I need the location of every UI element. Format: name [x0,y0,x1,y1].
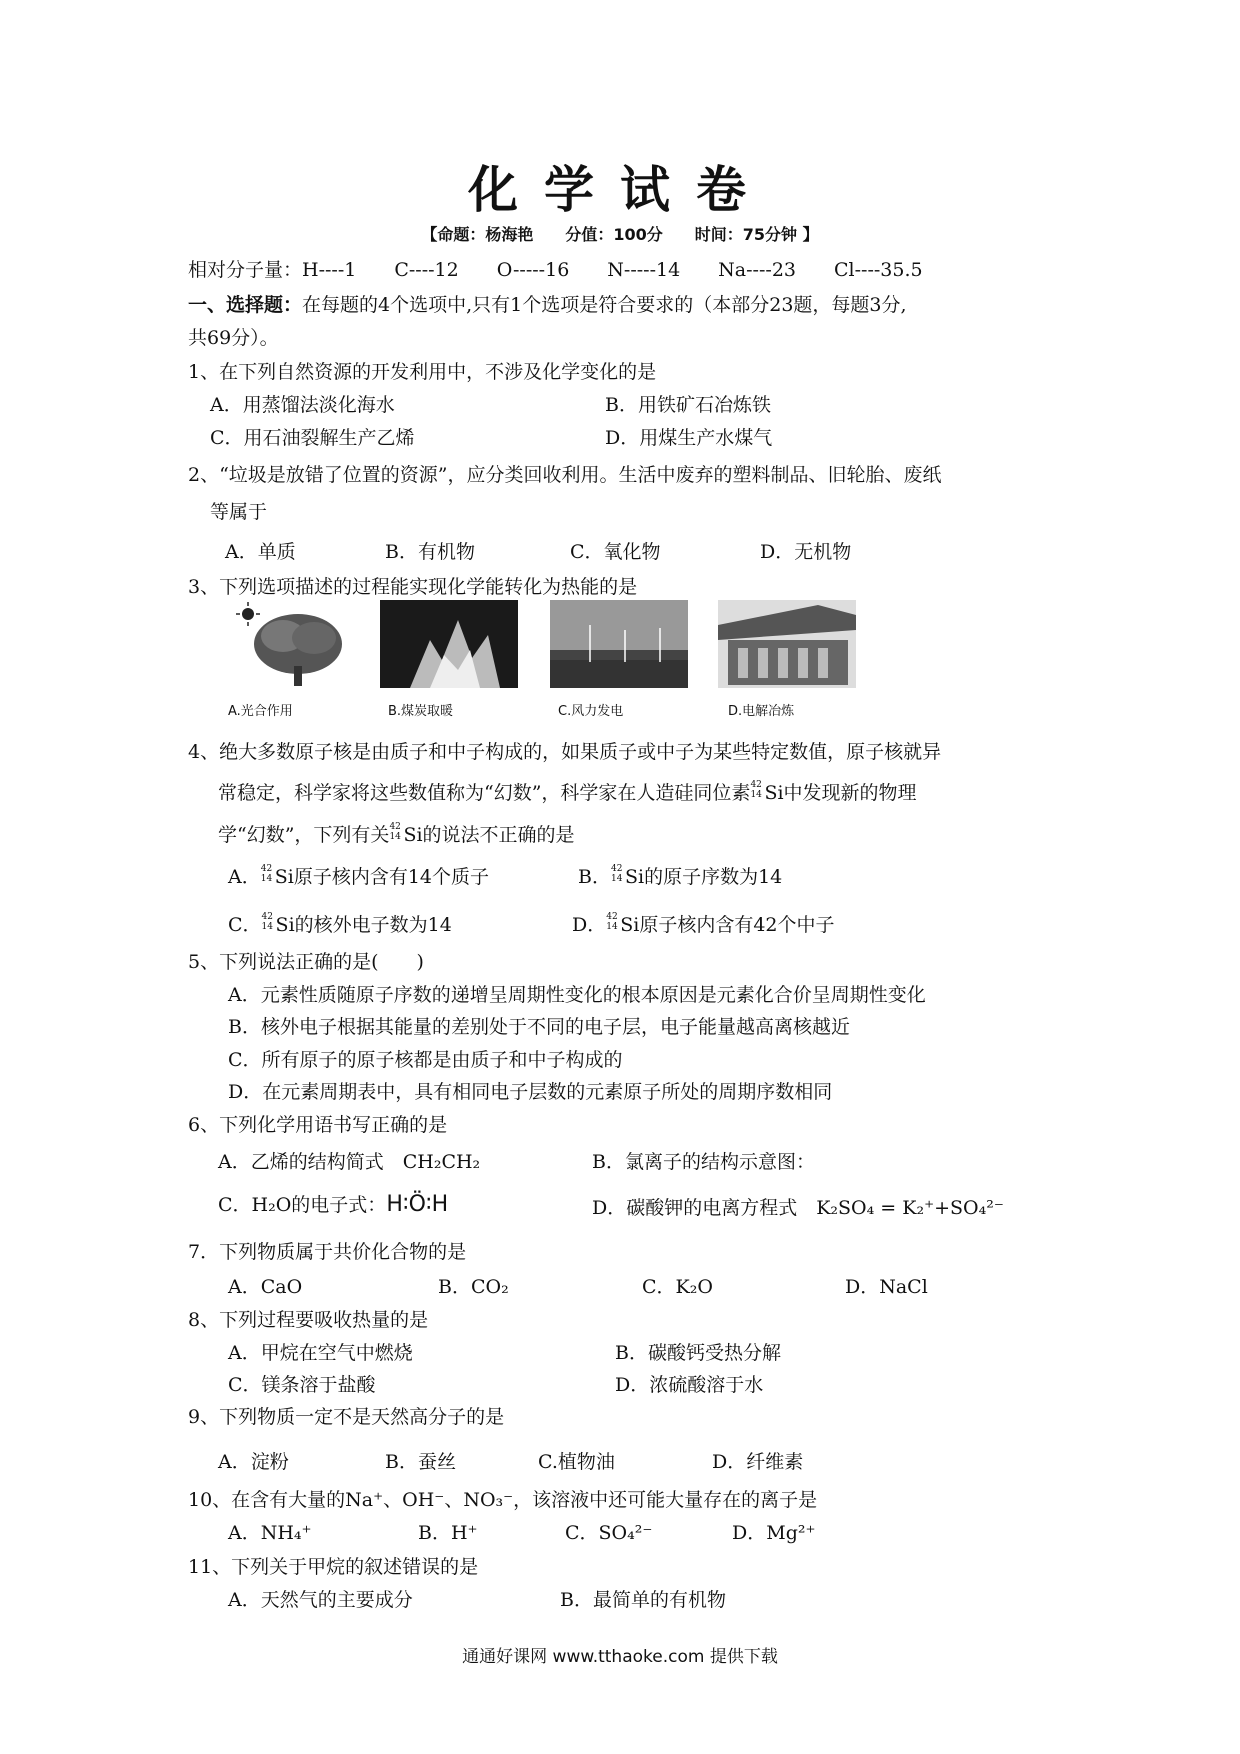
q1-option-b: B．用铁矿石冶炼铁 [605,394,771,416]
question-1-stem: 1、在下列自然资源的开发利用中，不涉及化学变化的是 [188,361,657,383]
q2-option-c: C．氧化物 [570,541,661,563]
q10-option-a: A．NH₄⁺ [228,1522,312,1544]
question-6-stem: 6、下列化学用语书写正确的是 [188,1114,448,1136]
page-title: 化学试卷 [468,161,772,219]
q7-option-b: B．CO₂ [438,1276,509,1298]
q4-option-c: C． 42 14 Si的核外电子数为14 [228,912,452,936]
q2-option-d: D．无机物 [760,541,852,563]
q1-option-d: D．用煤生产水煤气 [605,427,773,449]
water-electron-formula: H∶Ö∶H [386,1192,449,1217]
coal-heating-image [380,600,518,688]
caption-a: A.光合作用 [228,704,293,719]
q6-option-c: C．H₂O的电子式：H∶Ö∶H [218,1192,449,1217]
caption-d: D.电解冶炼 [728,704,795,719]
q9-option-d: D．纤维素 [712,1451,804,1473]
section1-heading: 一、选择题： [188,294,303,316]
caption-c: C.风力发电 [558,704,624,719]
q11-option-b: B．最简单的有机物 [560,1589,726,1611]
question-5-stem: 5、下列说法正确的是( ) [188,951,424,973]
q2-option-a: A．单质 [225,541,296,563]
silicon-isotope: 42 14 Si [750,780,784,804]
question-4-stem-3: 学“幻数”，下列有关 42 14 Si的说法不正确的是 [218,822,575,846]
q8-option-a: A．甲烷在空气中燃烧 [228,1342,413,1364]
q3-images [228,600,868,718]
question-11-stem: 11、下列关于甲烷的叙述错误的是 [188,1556,479,1578]
q1-option-a: A．用蒸馏法淡化海水 [210,394,395,416]
q4-option-d: D． 42 14 Si原子核内含有42个中子 [572,912,835,936]
photosynthesis-image [228,600,366,688]
q5-option-c: C．所有原子的原子核都是由质子和中子构成的 [228,1049,623,1071]
exam-info: 【命题：杨海艳 分值：100分 时间：75分钟 】 [421,225,819,244]
question-2-stem: 2、“垃圾是放错了位置的资源”，应分类回收利用。生活中废弃的塑料制品、旧轮胎、废纸 [188,464,942,486]
question-9-stem: 9、下列物质一定不是天然高分子的是 [188,1406,505,1428]
question-3-stem: 3、下列选项描述的过程能实现化学能转化为热能的是 [188,576,638,598]
q10-option-c: C．SO₄²⁻ [565,1522,653,1544]
q6-option-d: D．碳酸钾的电离方程式 K₂SO₄ = K₂⁺+SO₄²⁻ [592,1197,1004,1219]
section1-intro [188,290,907,317]
q5-option-b: B．核外电子根据其能量的差别处于不同的电子层，电子能量越高离核越近 [228,1016,850,1038]
question-7-stem: 7．下列物质属于共价化合物的是 [188,1241,467,1263]
q8-option-d: D．浓硫酸溶于水 [615,1374,764,1396]
q1-option-c: C．用石油裂解生产乙烯 [210,427,415,449]
q4-option-a: A． 42 14 Si原子核内含有14个质子 [228,864,490,888]
q9-option-a: A．淀粉 [218,1451,289,1473]
q8-option-c: C．镁条溶于盐酸 [228,1374,376,1396]
section1-instructions-cont: 共69分）。 [188,327,279,349]
question-4-stem: 4、绝大多数原子核是由质子和中子构成的，如果质子或中子为某些特定数值，原子核就异 [188,741,942,763]
q9-option-c: C.植物油 [538,1451,615,1473]
q4-option-b: B． 42 14 Si的原子序数为14 [578,864,783,888]
q10-option-b: B．H⁺ [418,1522,478,1544]
q7-option-a: A．CaO [228,1276,303,1298]
wind-power-image [550,600,688,688]
q9-option-b: B．蚕丝 [385,1451,456,1473]
q7-option-d: D．NaCl [845,1276,928,1298]
footer-download-note: 通通好课网 www.tthaoke.com 提供下载 [462,1647,778,1667]
q8-option-b: B．碳酸钙受热分解 [615,1342,781,1364]
caption-b: B.煤炭取暖 [388,704,454,719]
question-10-stem: 10、在含有大量的Na⁺、OH⁻、NO₃⁻，该溶液中还可能大量存在的离子是 [188,1489,818,1511]
question-2-stem-cont: 等属于 [210,501,268,523]
electrolysis-image [718,600,856,688]
silicon-isotope: 42 14 Si [389,822,423,846]
section1-instructions: 在每题的4个选项中,只有1个选项是符合要求的（本部分23题，每题3分, [302,294,907,316]
question-4-stem-2: 常稳定，科学家将这些数值称为“幻数”，科学家在人造硅同位素 42 14 Si中发现新的物理 [218,780,917,804]
q10-option-d: D．Mg²⁺ [732,1522,816,1544]
q5-option-a: A．元素性质随原子序数的递增呈周期性变化的根本原因是元素化合价呈周期性变化 [228,984,926,1006]
q6-option-b: B．氯离子的结构示意图： [592,1151,815,1173]
q7-option-c: C．K₂O [642,1276,713,1298]
question-8-stem: 8、下列过程要吸收热量的是 [188,1309,429,1331]
relative-masses: 相对分子量：H----1 C----12 O-----16 N-----14 Na----23 Cl----35.5 [188,259,923,281]
q6-option-a: A．乙烯的结构简式 CH₂CH₂ [218,1151,481,1173]
q2-option-b: B．有机物 [385,541,475,563]
q11-option-a: A．天然气的主要成分 [228,1589,413,1611]
q5-option-d: D．在元素周期表中，具有相同电子层数的元素原子所处的周期序数相同 [228,1081,833,1103]
